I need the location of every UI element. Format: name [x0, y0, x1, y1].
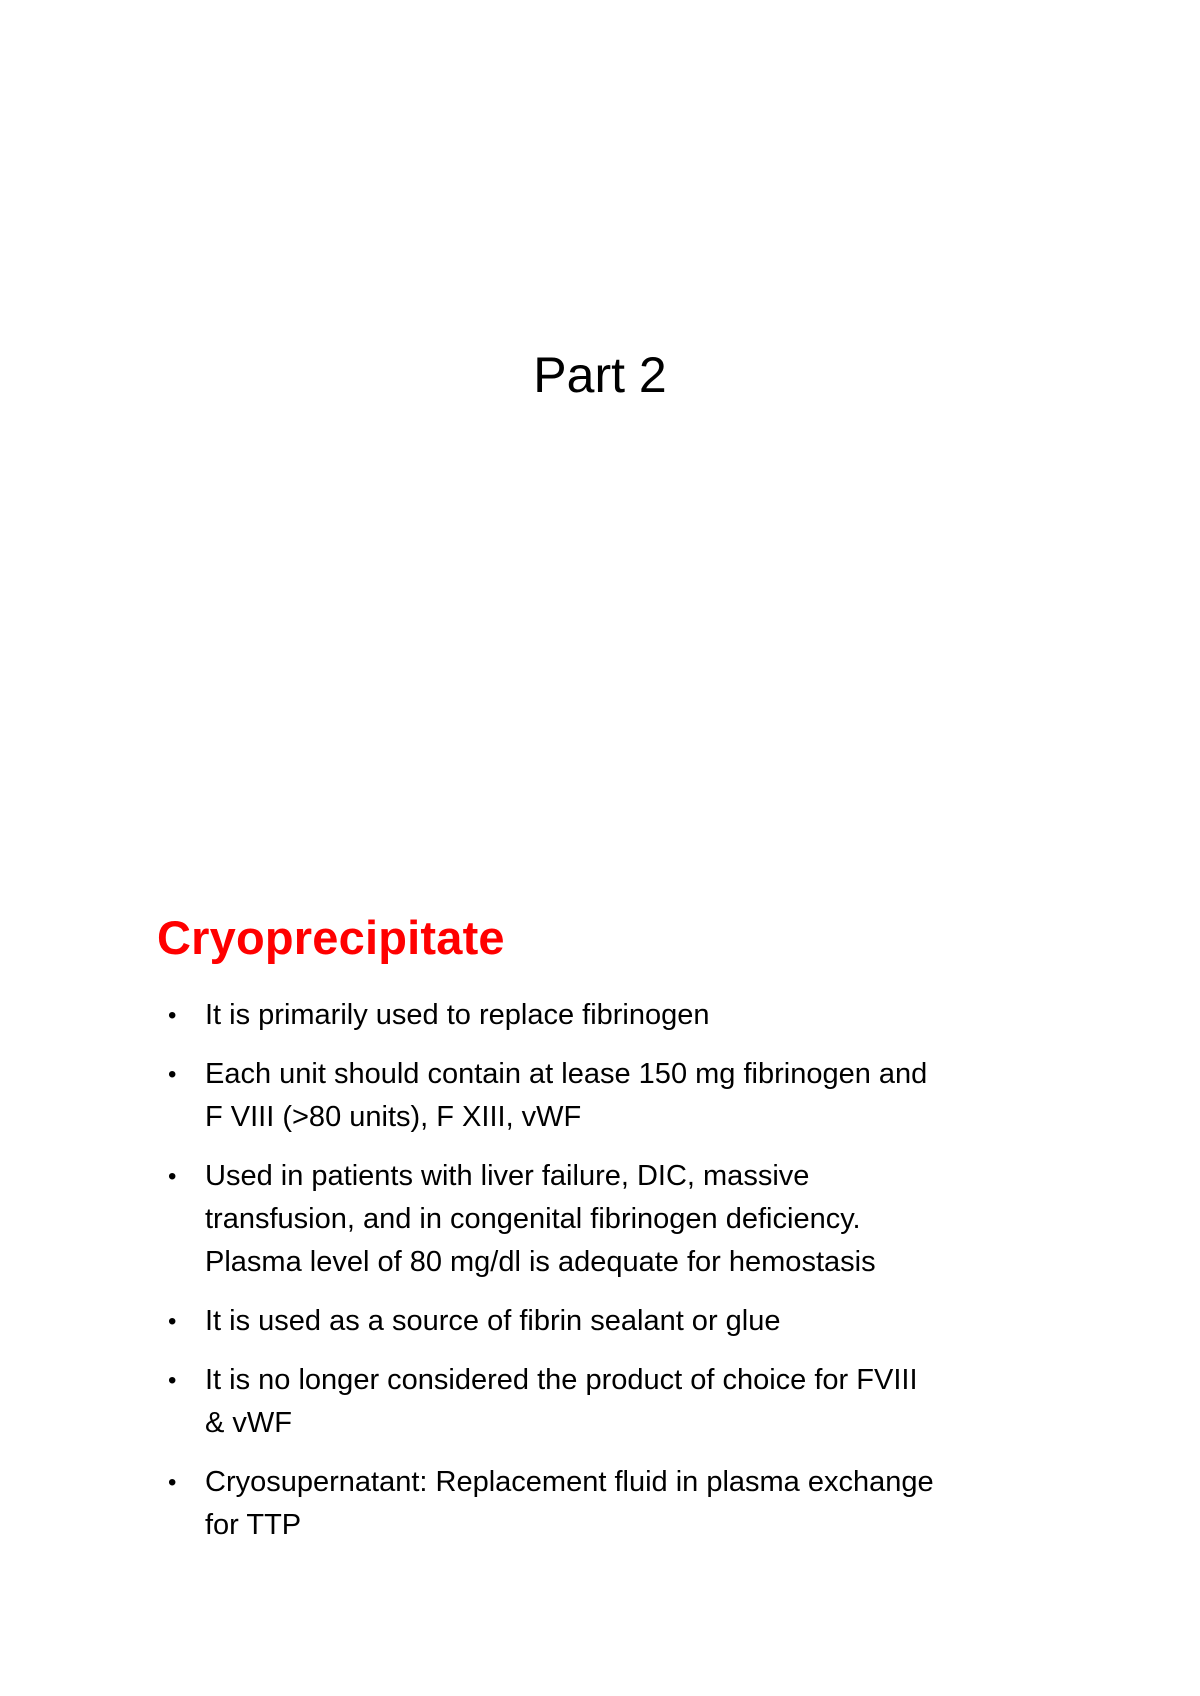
bullet-icon: • [168, 1308, 177, 1335]
bullet-item-5 [157, 1359, 1057, 1445]
bullet-list [157, 994, 1057, 1547]
cryoprecipitate-section [157, 910, 1057, 1563]
bullet-text: F VIII (>80 units), F XIII, vWF [205, 1101, 582, 1133]
bullet-item-6 [157, 1461, 1057, 1547]
bullet-item-2 [157, 1053, 1057, 1139]
page-title: Part 2 [533, 347, 667, 403]
bullet-text: transfusion, and in congenital fibrinogen deficiency. [205, 1203, 861, 1235]
bullet-icon: • [168, 1367, 177, 1394]
bullet-icon: • [168, 1061, 177, 1088]
bullet-text: It is primarily used to replace fibrinogen [205, 999, 710, 1031]
bullet-text: & vWF [205, 1407, 292, 1439]
bullet-icon: • [168, 1469, 177, 1496]
bullet-text: Each unit should contain at lease 150 mg fibrinogen and [205, 1058, 928, 1090]
bullet-item-3 [157, 1155, 1057, 1284]
bullet-text: Plasma level of 80 mg/dl is adequate for hemostasis [205, 1246, 876, 1278]
bullet-text: for TTP [205, 1509, 302, 1541]
bullet-text: It is no longer considered the product of choice for FVIII [205, 1364, 918, 1396]
bullet-icon: • [168, 1002, 177, 1029]
bullet-item-1 [157, 994, 1057, 1037]
bullet-text: Cryosupernatant: Replacement fluid in plasma exchange [205, 1466, 934, 1498]
bullet-icon: • [168, 1163, 177, 1190]
section-heading: Cryoprecipitate [157, 911, 505, 964]
bullet-item-4 [157, 1300, 1057, 1343]
bullet-text: It is used as a source of fibrin sealant or glue [205, 1305, 781, 1337]
bullet-text: Used in patients with liver failure, DIC, massive [205, 1160, 810, 1192]
